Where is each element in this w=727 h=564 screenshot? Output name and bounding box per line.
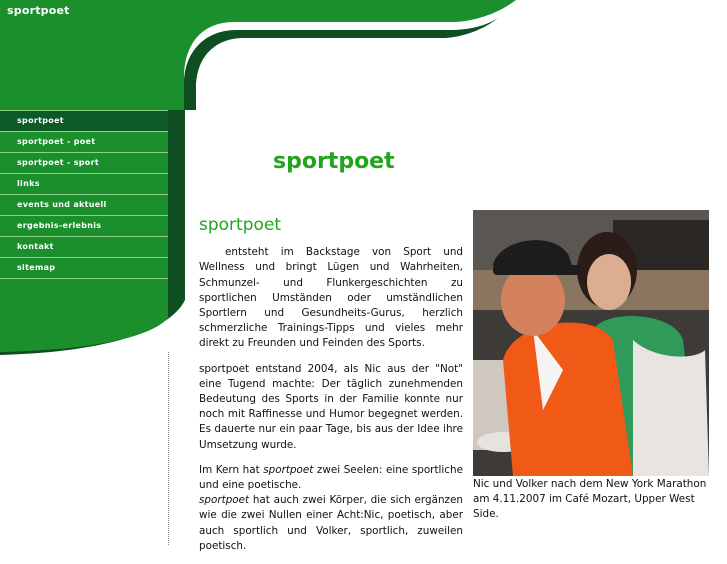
article-heading: sportpoet (199, 215, 282, 235)
paragraph-3-emphasis: sportpoet (263, 463, 314, 476)
nav-item-ergebnis-erlebnis[interactable]: ergebnis-erlebnis (0, 215, 168, 236)
article-paragraph-3 (199, 463, 463, 493)
paragraph-3-text: Im Kern hat (199, 463, 264, 476)
photo-caption: Nic und Volker nach dem New York Marathon am 4.11.2007 im Café Mozart, Upper West Side. (473, 478, 707, 520)
article-paragraph-2: sportpoet entstand 2004, als Nic aus der "Not" eine Tugend machte: Der täglich zunehmenden Bedeutung des Sports in der Familie konnte nur noch mit Raffinesse und Humor begegnet werden. Es dauerte nur ein paar Tage, bis aus der Idee ihre Umsetzung wurde. (199, 362, 463, 451)
nav-item-sportpoet-sport[interactable]: sportpoet - sport (0, 152, 168, 173)
article-paragraph-1: entsteht im Backstage von Sport und Wellness und bringt Lügen und Wahrheiten, Schmunzel- und Flunkergeschichten zu sportlichen Umständen oder umständlichen Sportlern und Gesundheits-Gurus, herzlich schmerzliche Trainings-Tipps und vieles mehr direkt zu Freunden und Feinden des Sports. (199, 246, 463, 350)
paragraph-3-text-end: zwei Seelen: eine sportliche und eine poetische. (199, 463, 463, 492)
marathon-photo (473, 210, 709, 476)
nav-item-sportpoet[interactable]: sportpoet (0, 110, 168, 131)
article-content (199, 215, 463, 564)
site-brand: sportpoet (7, 4, 70, 17)
main-navigation (0, 110, 168, 279)
nav-item-sitemap[interactable]: sitemap (0, 257, 168, 279)
nav-item-sportpoet-poet[interactable]: sportpoet - poet (0, 131, 168, 152)
page-title: sportpoet (273, 149, 395, 174)
nav-item-links[interactable]: links (0, 173, 168, 194)
paragraph-4-text: hat auch zwei Körper, die sich ergänzen wie die zwei Nullen einer Acht:Nic, poetisch, aber auch sportlich und Volker, sportlich, zuweilen poetisch. (199, 494, 463, 552)
nav-item-events[interactable]: events und aktuell (0, 194, 168, 215)
column-divider (168, 352, 169, 545)
nav-item-kontakt[interactable]: kontakt (0, 236, 168, 257)
paragraph-4-emphasis: sportpoet (199, 494, 250, 507)
